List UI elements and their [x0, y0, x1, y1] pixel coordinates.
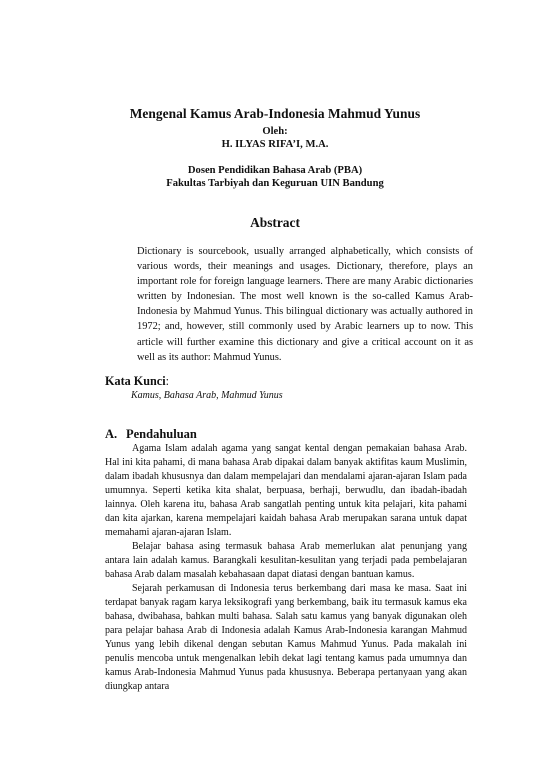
section-heading	[105, 427, 197, 442]
author-name: H. ILYAS RIFA’I, M.A.	[221, 139, 329, 150]
body-paragraph: Belajar bahasa asing termasuk bahasa Arab memerlukan alat penunjang yang antara lain adalah kamus. Barangkali kesulitan-kesulitan yang terjadi pada pembelajaran bahasa Arab dalam masalah kebahasaan dapat diatasi dengan bantuan kamus.	[105, 541, 467, 580]
paper-title: Mengenal Kamus Arab-Indonesia Mahmud Yunus	[129, 106, 421, 121]
abstract-heading: Abstract	[250, 215, 300, 230]
keywords-heading	[105, 374, 169, 389]
byline-label: Oleh:	[262, 126, 288, 137]
author-affiliation-faculty: Fakultas Tarbiyah dan Keguruan UIN Bandung	[166, 178, 384, 189]
section-body	[105, 442, 467, 694]
keywords-list: Kamus, Bahasa Arab, Mahmud Yunus	[131, 390, 283, 401]
keywords-heading-label: Kata Kunci	[105, 374, 166, 388]
author-affiliation-department: Dosen Pendidikan Bahasa Arab (PBA)	[187, 165, 363, 176]
section-title: Pendahuluan	[126, 427, 197, 441]
section-number: A.	[105, 427, 118, 441]
abstract-paragraph: Dictionary is sourcebook, usually arranged alphabetically, which consists of various words, their meanings and usages. Dictionary, therefore, plays an important role for foreign language learners. There are many Arabic dictionaries written by Indonesian. The most well known is the so-called Kamus Arab-Indonesia by Mahmud Yunus. This bilingual dictionary was actually authored in 1972; and, however, still commonly used by Arabic learners up to now. This article will further examine this dictionary and give a critical account on it as well as its author: Mahmud Yunus.	[137, 246, 473, 363]
body-paragraph: Agama Islam adalah agama yang sangat kental dengan pemakaian bahasa Arab. Hal ini kita pahami, di mana bahasa Arab dipakai dalam banyak aktifitas kaum Muslimin, dalam ibadah khususnya dan dalam mempelajari dan mendalami ajaran-ajaran Islam pada umumnya. Seperti ketika kita shalat, berpuasa, berhaji, berwudlu, dan ibadah-ibadah lainnya. Oleh karena itu, bahasa Arab sangatlah penting untuk kita pelajari, kita pahami dan kita ajarkan, karena mempelajari kaidah bahasa Arab merupakan sarana untuk dapat memahami ajaran-ajaran Islam.	[105, 443, 467, 538]
abstract-body	[137, 244, 473, 365]
keywords-colon: :	[165, 374, 169, 388]
body-paragraph: Sejarah perkamusan di Indonesia terus berkembang dari masa ke masa. Saat ini terdapat banyak ragam karya leksikografi yang berkembang, baik itu termasuk kamus eka bahasa, dwibahasa, bahkan multi bahasa. Salah satu kamus yang banyak digunakan oleh para pelajar bahasa Arab di Indonesia adalah Kamus Arab-Indonesia karangan Mahmud Yunus yang lebih dikenal dengan sebutan Kamus Mahmud Yunus. Pada makalah ini penulis mencoba untuk mengenalkan lebih dekat lagi tentang kamus pada umumnya dan kamus Arab-Indonesia Mahmud Yunus pada khususnya. Beberapa pertanyaan yang akan diungkap antara	[105, 583, 467, 692]
